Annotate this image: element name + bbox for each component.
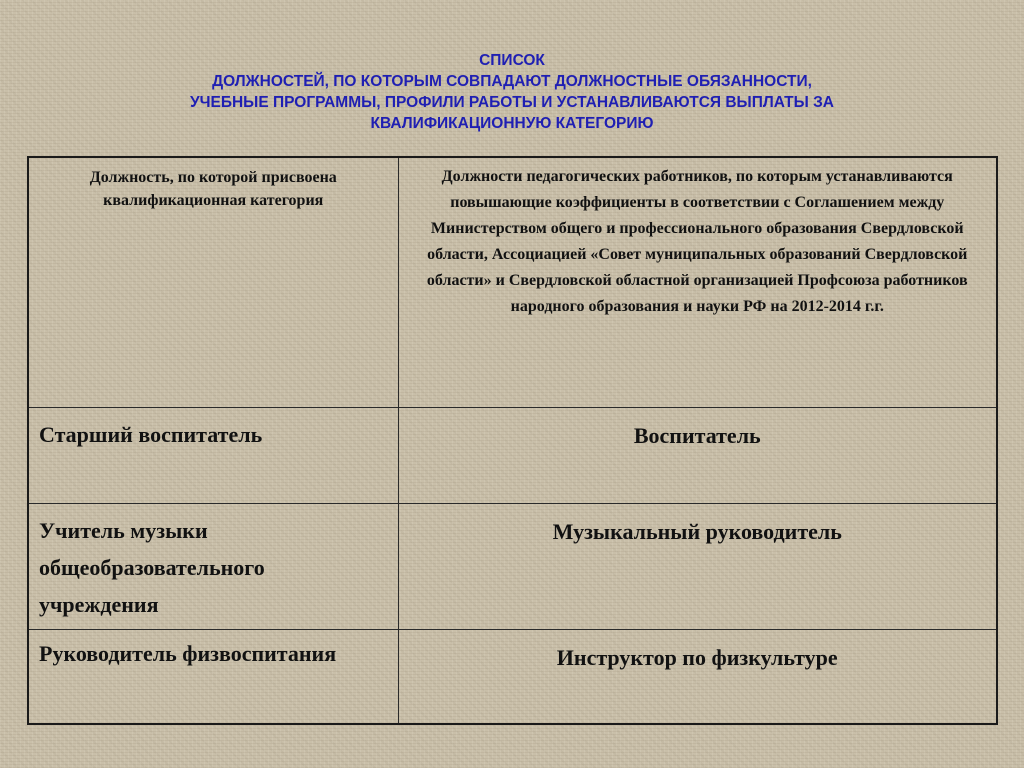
matching-position-cell: Воспитатель <box>398 407 997 503</box>
positions-table <box>27 156 998 725</box>
title-line-3: УЧЕБНЫЕ ПРОГРАММЫ, ПРОФИЛИ РАБОТЫ И УСТАНАВЛИВАЮТСЯ ВЫПЛАТЫ ЗА <box>189 94 835 111</box>
header-matching-positions: Должности педагогических работников, по которым устанавливаются повышающие коэффициенты в соответствии с Соглашением между Министерством общего и профессионального образования Свердловской области, Ассоциацией «Совет муниципальных образований Свердловской области» и Свердловской областной организацией Профсоюза работников народного образования и науки РФ на 2012-2014 г.г. <box>398 157 997 407</box>
title-line-2: ДОЛЖНОСТЕЙ, ПО КОТОРЫМ СОВПАДАЮТ ДОЛЖНОСТНЫЕ ОБЯЗАННОСТИ, <box>212 73 812 90</box>
header-qualified-position: Должность, по которой присвоена квалификационная категория <box>28 157 398 407</box>
qualified-position-cell: Старший воспитатель <box>28 407 398 503</box>
title-line-4: КВАЛИФИКАЦИОННУЮ КАТЕГОРИЮ <box>370 115 654 132</box>
table-header-row <box>28 157 997 407</box>
page-title <box>40 50 984 134</box>
table-row <box>28 629 997 724</box>
table-row <box>28 407 997 503</box>
title-line-1: СПИСОК <box>479 52 545 69</box>
table-row <box>28 503 997 629</box>
qualified-position-cell: Руководитель физвоспитания <box>28 629 398 724</box>
matching-position-cell: Инструктор по физкультуре <box>398 629 997 724</box>
qualified-position-cell: Учитель музыки общеобразовательного учреждения <box>28 503 398 629</box>
matching-position-cell: Музыкальный руководитель <box>398 503 997 629</box>
